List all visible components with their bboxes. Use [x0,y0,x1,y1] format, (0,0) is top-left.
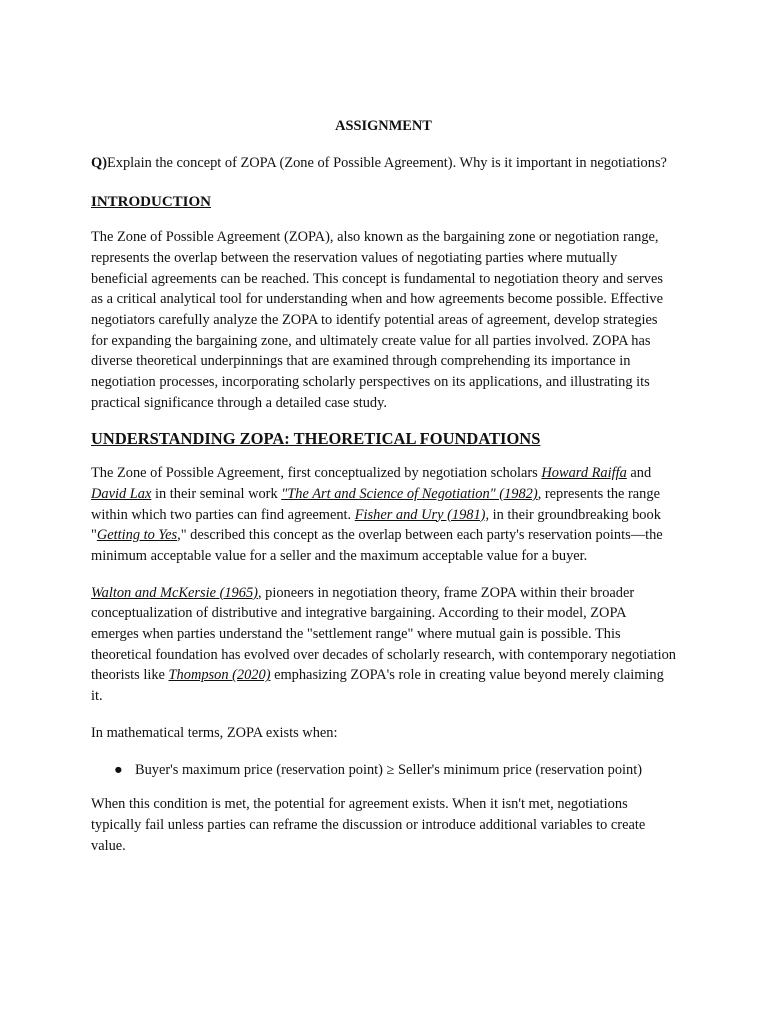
text-run: ," described this concept as the overlap between each party's reservation points—the minimum acceptable value for a seller and the maximum acceptable value for a buyer. [91,527,663,564]
citation-fisher-ury: Fisher and Ury (1981), [354,506,490,523]
document-page [91,116,676,872]
text-run: The Zone of Possible Agreement, first conceptualized by negotiation scholars [91,465,542,482]
question-text: Explain the concept of ZOPA (Zone of Possible Agreement). Why is it important in negotiations? [107,154,667,171]
introduction-heading: INTRODUCTION [91,194,212,211]
text-run: in their seminal work [151,485,282,502]
foundations-paragraph-2 [91,583,676,707]
question-prefix: Q) [91,154,107,171]
text-run: in their groundbreaking book " [91,506,661,544]
citation-walton-mckersie: Walton and McKersie (1965) [91,584,258,601]
text-run: emphasizing ZOPA's role in creating value beyond merely claiming it. [91,667,664,705]
citation-howard-raiffa: Howard Raiffa [541,465,627,482]
foundations-heading: UNDERSTANDING ZOPA: THEORETICAL FOUNDATIONS [91,429,541,449]
assignment-question [91,153,676,174]
text-run: , represents the range within which two parties can find agreement. [91,485,660,523]
list-item [91,760,676,781]
text-run: , pioneers in negotiation theory, frame ZOPA within their broader conceptualization of distributive and integrative bargaining. According to their model, ZOPA emerges when parties understand the "settlement range" where mutual gain is possible. This theoretical foundation has evolved over decades of scholarly research, with contemporary negotiation theorists like [91,584,676,684]
foundations-paragraph-3: In mathematical terms, ZOPA exists when: [91,724,338,741]
foundations-paragraph-4: When this condition is met, the potential for agreement exists. When it isn't met, negotiations typically fail unless parties can reframe the discussion or introduce additional variables to create value. [91,796,646,854]
citation-thompson: Thompson (2020) [168,667,271,684]
document-title: ASSIGNMENT [335,118,432,134]
zopa-condition-list [91,760,676,781]
introduction-paragraph: The Zone of Possible Agreement (ZOPA), also known as the bargaining zone or negotiation range, represents the overlap between the reservation values of negotiating parties where mutually beneficial agreements can be reached. This concept is fundamental to negotiation theory and serves as a critical analytical tool for understanding when and how agreements become possible. Effective negotiators carefully analyze the ZOPA to identify potential areas of agreement, develop strategies for expanding the bargaining zone, and ultimately create value for all parties involved. ZOPA has diverse theoretical underpinnings that are examined through comprehending its importance in negotiation processes, incorporating scholarly perspectives on its applications, and illustrating its practical significance through a detailed case study. [91,229,663,411]
citation-getting-to-yes: Getting to Yes [96,527,178,544]
text-run: and [626,465,652,482]
citation-art-and-science: "The Art and Science of Negotiation" (1982) [281,485,538,502]
foundations-paragraph-1 [91,463,676,567]
list-item-text: Buyer's maximum price (reservation point) ≥ Seller's minimum price (reservation point) [135,761,643,778]
citation-david-lax: David Lax [91,485,152,502]
bullet-icon: ● [114,761,123,778]
